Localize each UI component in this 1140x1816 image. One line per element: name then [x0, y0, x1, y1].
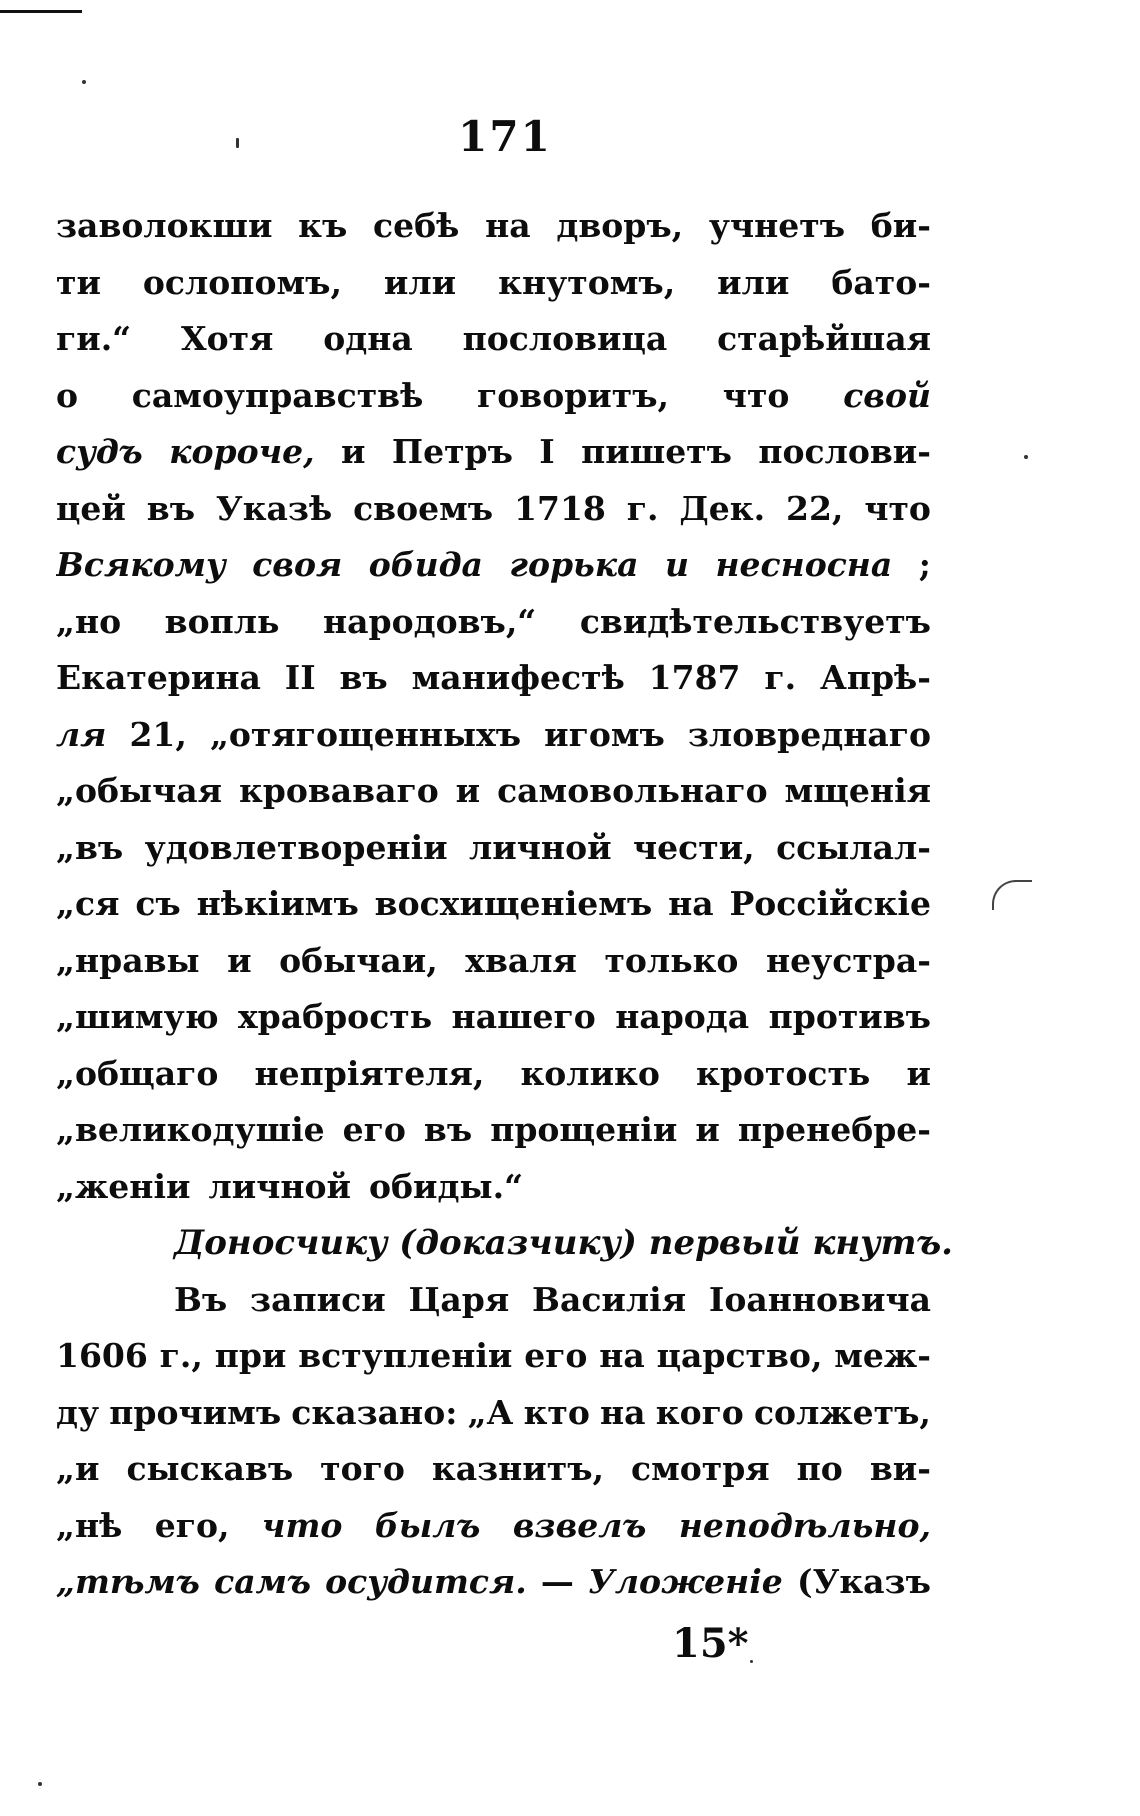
word: обычаи, — [279, 940, 438, 980]
word: Дек. — [679, 488, 766, 528]
speck — [38, 1782, 42, 1786]
text-line — [56, 368, 931, 425]
word: ги.“ — [56, 319, 132, 358]
word: горька — [509, 545, 639, 584]
text-line — [56, 650, 931, 707]
word: того — [320, 1449, 405, 1488]
word: удовлетвореніи — [144, 827, 448, 867]
word: 1718 — [514, 488, 606, 528]
word: самъ — [214, 1562, 311, 1601]
word: говоритъ, — [477, 375, 670, 415]
word: „но — [56, 601, 122, 641]
text-line — [56, 1046, 931, 1103]
word: хваля — [465, 940, 577, 980]
text-line — [56, 763, 931, 820]
text-line — [56, 1159, 931, 1216]
text-line — [56, 1498, 931, 1555]
word: свой — [843, 375, 931, 415]
page-number: 171 — [458, 112, 552, 161]
word: „общаго — [56, 1053, 219, 1093]
word: и — [341, 432, 366, 471]
word: „шимую — [56, 997, 219, 1036]
word: пишетъ — [581, 432, 732, 471]
word: народовъ,“ — [322, 601, 537, 641]
speck — [82, 80, 86, 84]
word: самовольнаго — [497, 771, 768, 810]
word: смотря — [631, 1449, 770, 1488]
speck — [236, 138, 239, 148]
word: колико — [520, 1053, 660, 1093]
word: на — [599, 1336, 645, 1375]
word: „тѣмъ — [56, 1562, 200, 1601]
word: кто — [523, 1392, 590, 1432]
word: въ — [146, 488, 196, 528]
main-text — [56, 198, 953, 1611]
text-line — [56, 933, 931, 990]
word: его, — [154, 1505, 230, 1545]
word: царство, — [656, 1336, 823, 1375]
word: или — [717, 262, 790, 302]
text-line — [56, 255, 931, 312]
word: Василія — [532, 1279, 687, 1319]
word: игомъ — [544, 714, 665, 754]
word: г. — [764, 658, 797, 697]
word: „А — [467, 1392, 514, 1432]
word: учнетъ — [708, 206, 846, 245]
signature-mark: 15* — [672, 1620, 749, 1667]
word: пословица — [462, 319, 668, 358]
word: неустра- — [765, 940, 931, 980]
word: Петръ — [391, 432, 513, 471]
word: сказано: — [291, 1392, 458, 1432]
word: что — [864, 488, 931, 528]
word: только — [604, 940, 739, 980]
word: 21, — [129, 714, 187, 754]
word: противъ — [768, 997, 931, 1036]
word: одна — [323, 319, 413, 358]
word: 1606 — [56, 1336, 148, 1375]
word: и — [906, 1053, 931, 1093]
paragraph-1 — [56, 198, 931, 1215]
word: свидѣтельствуетъ — [579, 601, 931, 641]
word: „въ — [56, 827, 124, 867]
word: бато- — [831, 262, 931, 302]
word: „отягощенныхъ — [209, 714, 522, 754]
word: кнутомъ, — [498, 262, 676, 302]
word: кого — [655, 1392, 744, 1432]
word: въ — [339, 658, 388, 697]
text-line — [56, 1102, 931, 1159]
word: кротость — [696, 1053, 871, 1093]
word: Хотя — [180, 319, 274, 358]
word: г. — [626, 488, 659, 528]
word: обида — [368, 545, 483, 584]
word: дворъ, — [556, 206, 684, 245]
word: своемъ — [353, 488, 494, 528]
word: кроваваго — [238, 771, 439, 810]
word: личной — [469, 827, 612, 867]
word: на — [668, 884, 714, 923]
word: старѣйшая — [717, 319, 931, 358]
text-line — [56, 594, 931, 651]
word: Апрѣ- — [819, 658, 931, 697]
text-line — [56, 707, 931, 764]
word: короче, — [169, 432, 315, 471]
text-line — [56, 1328, 931, 1385]
word: Уложеніе — [588, 1562, 783, 1601]
word: взвелъ — [512, 1505, 647, 1545]
text-line — [56, 198, 931, 255]
word: на — [485, 206, 531, 245]
text-line — [56, 1554, 931, 1611]
word: храбрость — [237, 997, 433, 1036]
word: чести, — [633, 827, 755, 867]
word: и — [455, 771, 481, 810]
word: и — [695, 1110, 720, 1149]
word: его — [524, 1336, 588, 1375]
word: прощеніи — [490, 1110, 678, 1149]
word: осудится. — [325, 1562, 527, 1601]
top-rule — [0, 10, 82, 13]
word: пренебре- — [737, 1110, 931, 1149]
word: II — [284, 658, 316, 697]
word: „ся — [56, 884, 120, 923]
word: „обычая — [56, 771, 222, 810]
word: ви- — [869, 1449, 931, 1488]
word: что — [261, 1505, 343, 1545]
word: о — [56, 375, 79, 415]
word: себѣ — [373, 206, 460, 245]
word: восхищеніемъ — [374, 884, 653, 923]
word: Въ — [174, 1279, 228, 1319]
text-line — [56, 1441, 931, 1498]
proverb-heading: Доносчику (доказчику) первый кнутъ. — [174, 1223, 953, 1263]
word: къ — [298, 206, 348, 245]
word: Россійскіе — [729, 884, 931, 923]
paragraph-2 — [56, 1272, 931, 1611]
word: послови- — [758, 432, 931, 471]
word: ду — [56, 1392, 100, 1432]
word: „и — [56, 1449, 100, 1488]
word: „великодушіе — [56, 1110, 325, 1149]
text-line — [56, 989, 931, 1046]
word: I — [539, 432, 555, 471]
speck — [750, 1660, 753, 1663]
word: ти — [56, 262, 101, 302]
word: Указѣ — [215, 488, 333, 528]
text-line — [56, 820, 931, 877]
word: несносна — [715, 545, 893, 584]
word: зловреднаго — [687, 714, 931, 754]
word: нѣкіимъ — [196, 884, 359, 923]
word: по — [796, 1449, 843, 1488]
text-line — [56, 876, 931, 933]
word: заволокши — [56, 206, 273, 245]
word: былъ — [374, 1505, 481, 1545]
word: 1787 — [648, 658, 741, 697]
word: солжетъ, — [753, 1392, 931, 1432]
word: что — [722, 375, 790, 415]
word: Екатерина — [56, 658, 261, 697]
word: въ — [423, 1110, 473, 1149]
word: съ — [135, 884, 181, 923]
word: 22, — [785, 488, 844, 528]
word: „женіи — [56, 1166, 191, 1206]
word: г., — [159, 1336, 203, 1375]
word: обиды.“ — [369, 1166, 524, 1206]
word: сыскавъ — [126, 1449, 294, 1488]
word: Царя — [408, 1279, 510, 1319]
word: „нравы — [56, 940, 200, 980]
word: меж- — [834, 1336, 931, 1375]
word: цей — [56, 488, 126, 528]
margin-mark — [992, 880, 1032, 910]
text-line — [56, 424, 931, 481]
word: судъ — [56, 432, 143, 471]
word: вопль — [164, 601, 280, 641]
word: „нѣ — [56, 1505, 123, 1545]
text-line — [56, 481, 931, 538]
word: мщенія — [784, 771, 931, 810]
word: непріятеля, — [254, 1053, 485, 1093]
word: и — [227, 940, 252, 980]
word: манифестѣ — [411, 658, 625, 697]
word: (Указъ — [796, 1562, 931, 1601]
word: ; — [918, 545, 931, 584]
word: Іоанновича — [708, 1279, 931, 1319]
speck — [1024, 455, 1028, 459]
word: личной — [208, 1166, 352, 1206]
word: нашего — [451, 997, 596, 1036]
word: и — [665, 545, 690, 584]
word: казнитъ, — [431, 1449, 605, 1488]
word: прочимъ — [109, 1392, 282, 1432]
word: ослопомъ, — [142, 262, 342, 302]
word: записи — [250, 1279, 386, 1319]
word: Всякому — [56, 545, 226, 584]
text-line — [56, 311, 931, 368]
word: ссылал- — [776, 827, 931, 867]
word: самоуправствѣ — [131, 375, 424, 415]
text-line — [56, 1385, 931, 1442]
word: при — [214, 1336, 287, 1375]
word: — — [540, 1562, 574, 1601]
word: или — [383, 262, 457, 302]
word: его — [342, 1110, 406, 1149]
text-line — [56, 1272, 931, 1329]
word: ля — [56, 714, 107, 754]
word: своя — [252, 545, 343, 584]
word: неподѣльно, — [678, 1505, 931, 1545]
word: вступленіи — [298, 1336, 513, 1375]
word: би- — [870, 206, 931, 245]
word: народа — [615, 997, 750, 1036]
text-line — [56, 537, 931, 594]
word: на — [600, 1392, 646, 1432]
